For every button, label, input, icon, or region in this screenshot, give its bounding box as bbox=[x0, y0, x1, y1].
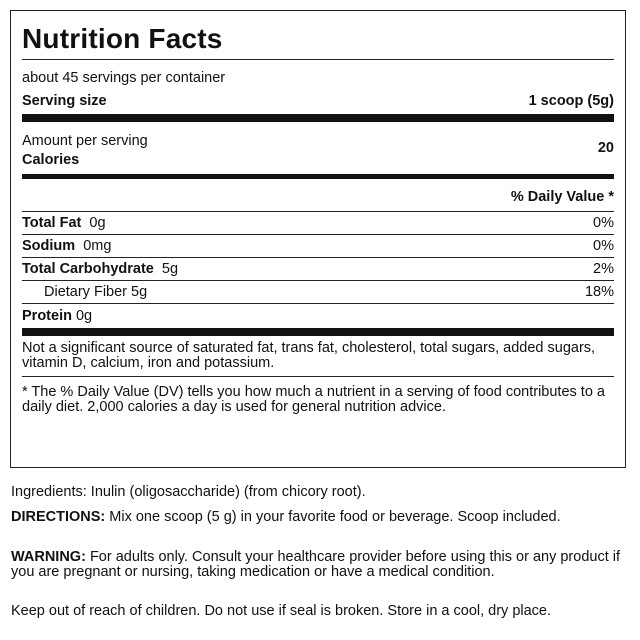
calories-label: Calories bbox=[22, 152, 80, 168]
nutrition-facts-title: Nutrition Facts bbox=[22, 19, 614, 60]
storage-text: Keep out of reach of children. Do not use if seal is broken. Store in a cool, dry place. bbox=[11, 603, 552, 619]
nutrient-dv: 2% bbox=[593, 261, 614, 277]
ingredients-text: Ingredients: Inulin (oligosaccharide) (from chicory root). bbox=[11, 484, 366, 500]
nutrient-name: Total Carbohydrate bbox=[22, 261, 154, 277]
daily-value-footnote: * The % Daily Value (DV) tells you how much a nutrient in a serving of food contributes to a daily diet. 2,000 calories a day is used for general nutrition advice. bbox=[22, 384, 605, 415]
nutrient-amount: 0g bbox=[75, 308, 93, 324]
nutrient-amount: 5g bbox=[161, 261, 179, 277]
nutrient-dv: 18% bbox=[584, 284, 614, 300]
not-significant-note: Not a significant source of saturated fat, trans fat, cholesterol, total sugars, added sugars, vitamin D, calcium, iron and potassium. bbox=[22, 336, 614, 377]
nutrient-name: Protein bbox=[22, 308, 72, 324]
nutrient-amount: 0g bbox=[89, 215, 106, 231]
directions-label: DIRECTIONS: bbox=[11, 509, 106, 525]
daily-value-header bbox=[22, 179, 614, 212]
amount-per-serving-label: Amount per serving bbox=[22, 133, 148, 149]
nutrient-row-total-fat bbox=[22, 212, 614, 235]
thick-divider bbox=[22, 114, 614, 122]
directions-text bbox=[11, 510, 625, 525]
daily-value-header-label: % Daily Value * bbox=[510, 189, 614, 205]
directions-body: Mix one scoop (5 g) in your favorite food or beverage. Scoop included. bbox=[105, 509, 561, 525]
nutrient-dv: 0% bbox=[593, 238, 614, 254]
nutrient-name: Dietary Fiber 5g bbox=[44, 284, 148, 300]
servings-per-container: about 45 servings per container bbox=[22, 70, 226, 86]
nutrition-facts-panel bbox=[10, 10, 626, 468]
warning-body: For adults only. Consult your healthcare provider before using this or any product if you are pregnant or nursing, taking medication or have a medical condition. bbox=[11, 549, 621, 580]
serving-size-label: Serving size bbox=[22, 93, 107, 109]
nutrient-dv: 0% bbox=[593, 215, 614, 231]
nutrient-row-protein bbox=[22, 304, 614, 328]
nutrient-row-sodium bbox=[22, 235, 614, 258]
nutrient-amount: 0mg bbox=[83, 238, 112, 254]
serving-size-row bbox=[22, 90, 614, 114]
calories-value: 20 bbox=[597, 140, 614, 156]
nutrient-name: Sodium bbox=[22, 238, 76, 254]
thick-divider bbox=[22, 328, 614, 336]
nutrient-name: Total Fat bbox=[22, 215, 82, 231]
nutrient-row-total-carbohydrate bbox=[22, 258, 614, 281]
warning-label: WARNING: bbox=[11, 549, 86, 565]
amount-per-serving-row bbox=[22, 132, 614, 150]
nutrient-row-dietary-fiber bbox=[22, 281, 614, 304]
warning-text bbox=[11, 550, 625, 579]
serving-size-value: 1 scoop (5g) bbox=[528, 93, 614, 109]
